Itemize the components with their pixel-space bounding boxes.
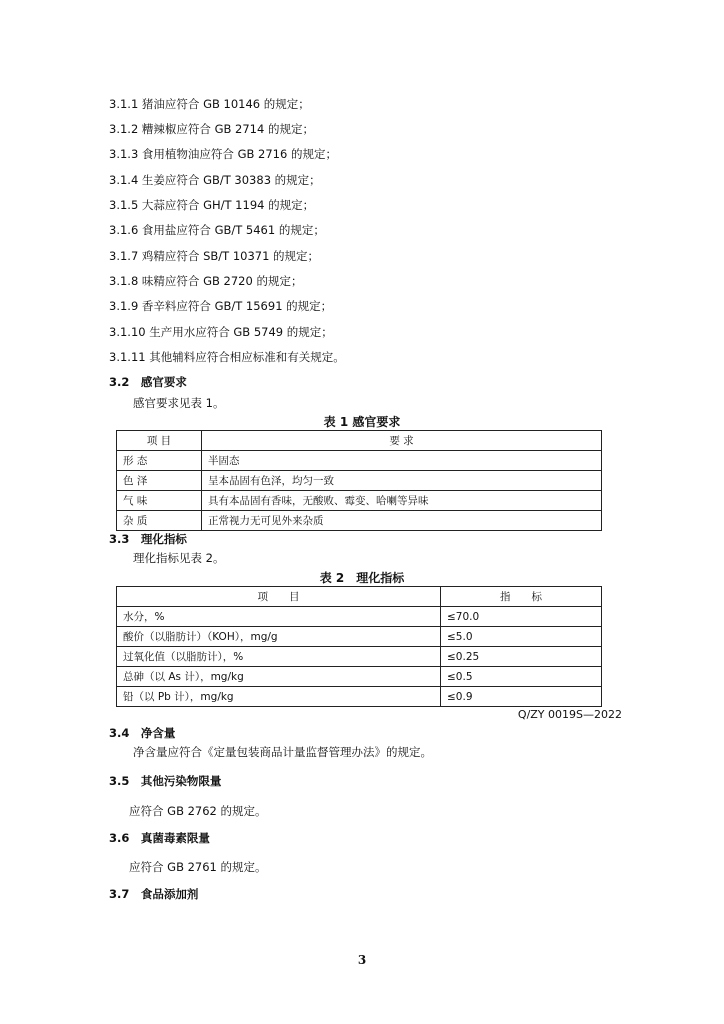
section-text-3-2: 感官要求见表 1。 xyxy=(133,396,225,410)
table-row xyxy=(117,687,602,707)
table1-caption: 表 1 感官要求 xyxy=(323,415,401,429)
clause-3-1-7: 3.1.7 鸡精应符合 SB/T 10371 的规定； xyxy=(109,249,320,263)
table-row xyxy=(117,667,602,687)
section-heading-3-3: 3.3 理化指标 xyxy=(109,532,187,546)
table-cell: ≤5.0 xyxy=(441,627,602,647)
table-cell: 具有本品固有香味，无酸败、霉变、哈喇等异味 xyxy=(202,491,602,511)
section-heading-3-7: 3.7 食品添加剂 xyxy=(109,887,199,901)
clause-3-1-10: 3.1.10 生产用水应符合 GB 5749 的规定； xyxy=(109,325,333,339)
table-row xyxy=(117,451,602,471)
clause-3-1-5: 3.1.5 大蒜应符合 GH/T 1194 的规定； xyxy=(109,198,315,212)
section-text-3-3: 理化指标见表 2。 xyxy=(133,551,225,565)
table-cell: 半固态 xyxy=(202,451,602,471)
table-row xyxy=(117,471,602,491)
table-physicochemical xyxy=(116,586,602,707)
section-heading-3-4: 3.4 净含量 xyxy=(109,726,176,740)
section-text-3-5: 应符合 GB 2762 的规定。 xyxy=(129,804,267,818)
standard-id: Q/ZY 0019S—2022 xyxy=(517,708,622,721)
table-header-cell: 项 目 xyxy=(117,431,202,451)
clause-3-1-3: 3.1.3 食用植物油应符合 GB 2716 的规定； xyxy=(109,147,337,161)
section-heading-3-2: 3.2 感官要求 xyxy=(109,375,187,389)
table-cell: ≤0.9 xyxy=(441,687,602,707)
table-header-row xyxy=(117,587,602,607)
table-row xyxy=(117,627,602,647)
table-header-row xyxy=(117,431,602,451)
table-header-cell: 指 标 xyxy=(441,587,602,607)
table-cell: 色 泽 xyxy=(117,471,202,491)
table-cell: 铅（以 Pb 计），mg/kg xyxy=(117,687,441,707)
table-cell: 酸价（以脂肪计）（KOH），mg/g xyxy=(117,627,441,647)
table-row xyxy=(117,607,602,627)
table-cell: ≤0.25 xyxy=(441,647,602,667)
table-cell: 杂 质 xyxy=(117,511,202,531)
section-text-3-4: 净含量应符合《定量包装商品计量监督管理办法》的规定。 xyxy=(133,745,432,759)
table-cell: 气 味 xyxy=(117,491,202,511)
table-sensory xyxy=(116,430,602,531)
table-cell: 过氧化值（以脂肪计），% xyxy=(117,647,441,667)
table-cell: 形 态 xyxy=(117,451,202,471)
table-header-cell: 项 目 xyxy=(117,587,441,607)
clause-3-1-11: 3.1.11 其他辅料应符合相应标准和有关规定。 xyxy=(109,350,345,364)
clause-3-1-9: 3.1.9 香辛料应符合 GB/T 15691 的规定； xyxy=(109,299,333,313)
table-cell: ≤70.0 xyxy=(441,607,602,627)
clause-3-1-2: 3.1.2 糟辣椒应符合 GB 2714 的规定； xyxy=(109,122,314,136)
table-cell: 正常视力无可见外来杂质 xyxy=(202,511,602,531)
clause-3-1-4: 3.1.4 生姜应符合 GB/T 30383 的规定； xyxy=(109,173,321,187)
table-header-cell: 要 求 xyxy=(202,431,602,451)
clause-3-1-1: 3.1.1 猪油应符合 GB 10146 的规定； xyxy=(109,97,310,111)
table-row xyxy=(117,647,602,667)
page-number: 3 xyxy=(357,953,367,967)
table-cell: 呈本品固有色泽，均匀一致 xyxy=(202,471,602,491)
table-row xyxy=(117,511,602,531)
section-text-3-6: 应符合 GB 2761 的规定。 xyxy=(129,860,267,874)
section-heading-3-5: 3.5 其他污染物限量 xyxy=(109,774,222,788)
table-cell: 水分，% xyxy=(117,607,441,627)
table-cell: 总砷（以 As 计），mg/kg xyxy=(117,667,441,687)
section-heading-3-6: 3.6 真菌毒素限量 xyxy=(109,831,210,845)
table2-caption: 表 2 理化指标 xyxy=(319,571,405,585)
clause-3-1-8: 3.1.8 味精应符合 GB 2720 的规定； xyxy=(109,274,303,288)
table-cell: ≤0.5 xyxy=(441,667,602,687)
table-row xyxy=(117,491,602,511)
clause-3-1-6: 3.1.6 食用盐应符合 GB/T 5461 的规定； xyxy=(109,223,325,237)
